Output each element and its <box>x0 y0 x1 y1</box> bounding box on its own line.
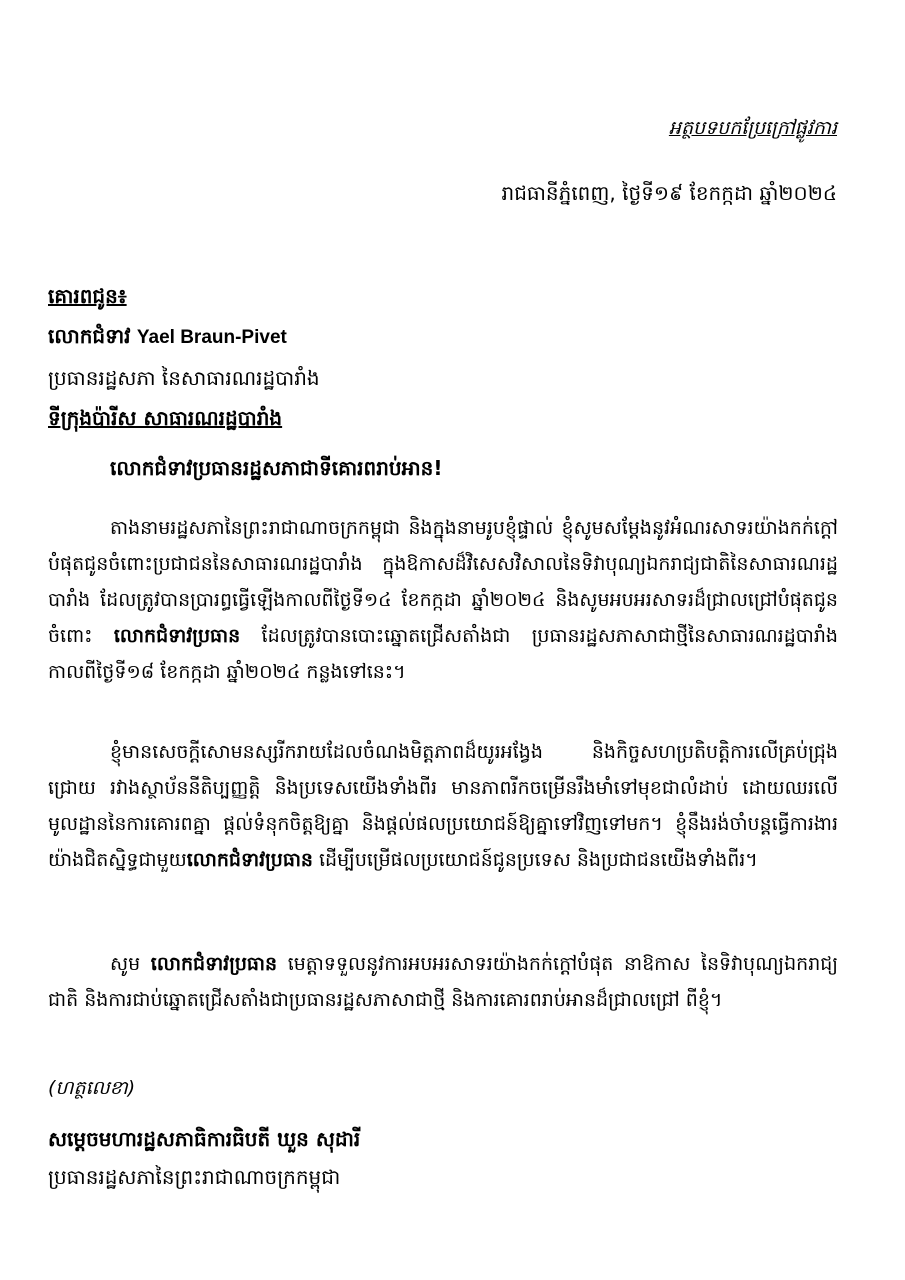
p2-text-a: ខ្ញុំមានសេចក្តីសោមនស្សរីករាយដែលចំណងមិត្តភាពដ៏យូរអង្វែង និងកិច្ចសហប្រតិបត្តិការលើគ្រប់ជ្រុងជ្រោយ រវាងស្ថាប័ននីតិប្បញ្ញត្តិ និងប្រទេសយើងទាំងពីរ មានភាពរីកចម្រើនរឹងមាំទៅមុខជាលំដាប់ ដោយឈរលើមូលដ្ឋាននៃការគោរពគ្នា ផ្តល់ទំនុកចិត្តឱ្យគ្នា និងផ្តល់ផលប្រយោជន៍ឱ្យគ្នាទៅវិញទៅមក។ ខ្ញុំនឹងរង់ចាំបន្តធ្វើការងារយ៉ាងជិតស្និទ្ធជាមួយ <box>48 741 838 871</box>
body-paragraph-1 <box>48 510 838 690</box>
body-paragraph-3 <box>48 946 838 1018</box>
recipient-honorific: លោកជំទាវ <box>48 324 131 348</box>
p1-text-b: ដែលត្រូវបានបោះឆ្នោតជ្រើសតាំងជា ប្រធានរដ្ឋសភាសាជាថ្មីនៃសាធារណរដ្ឋបារាំង កាលពីថ្ងៃទី១៨ ខែកក្កដា ឆ្នាំ២០២៤ កន្លងទៅនេះ។ <box>48 625 838 683</box>
recipient-block <box>48 276 848 438</box>
recipient-name: Yael Braun-Pivet <box>136 327 287 348</box>
body-paragraph-2 <box>48 734 838 878</box>
p1-text-bold: លោកជំទាវប្រធាន <box>113 625 241 647</box>
signer-title: ប្រធានរដ្ឋសភានៃព្រះរាជាណាចក្រកម្ពុជា <box>48 1165 341 1189</box>
p1-text-a: តាងនាមរដ្ឋសភានៃព្រះរាជាណាចក្រកម្ពុជា និងក្នុងនាមរូបខ្ញុំផ្ទាល់ ខ្ញុំសូមសម្តែងនូវអំណរសាទរយ៉ាងកក់ក្តៅបំផុតជូនចំពោះប្រជាជននៃសាធារណរដ្ឋបារាំង ក្នុងឱកាសដ៏វិសេសវិសាលនៃទិវាបុណ្យឯករាជ្យជាតិនៃសាធារណរដ្ឋបារាំង ដែលត្រូវបានប្រារព្ធធ្វើឡើងកាលពីថ្ងៃទី១៤ ខែកក្កដា ឆ្នាំ២០២៤ និងសូមអបអរសាទរដ៏ជ្រាលជ្រៅបំផុតជូនចំពោះ <box>48 517 838 647</box>
date-line: រាជធានីភ្នំពេញ, ថ្ងៃទី១៩ ខែកក្កដា ឆ្នាំ២០២៤ <box>501 181 837 205</box>
p2-text-bold: លោកជំទាវប្រធាន <box>186 849 313 871</box>
signature-placeholder: (ហត្ថលេខា) <box>48 1077 136 1099</box>
p2-text-b: ដើម្បីបម្រើផលប្រយោជន៍ជូនប្រទេស និងប្រជាជនយើងទាំងពីរ។ <box>312 849 758 871</box>
recipient-label: គោរពជូន៖ <box>48 284 127 308</box>
recipient-title: ប្រធានរដ្ឋសភា នៃសាធារណរដ្ឋបារាំង <box>48 366 320 390</box>
unofficial-translation-note: អត្ថបទបកប្រែក្រៅផ្លូវការ <box>668 117 837 139</box>
signer-name: សម្តេចមហារដ្ឋសភាធិការធិបតី ឃួន សុដារី <box>48 1127 361 1151</box>
p3-text-bold: លោកជំទាវប្រធាន <box>150 953 278 975</box>
p3-text-a: សូម <box>110 953 151 975</box>
recipient-name-line <box>48 316 848 358</box>
p3-text-b: មេត្តាទទួលនូវការអបអរសាទរយ៉ាងកក់ក្តៅបំផុត នាឱកាស នៃទិវាបុណ្យឯករាជ្យជាតិ និងការជាប់ឆ្នោតជ្រើសតាំងជាប្រធានរដ្ឋសភាសាជាថ្មី និងការគោរពរាប់អានដ៏ជ្រាលជ្រៅ ពីខ្ញុំ។ <box>48 953 838 1011</box>
recipient-location: ទីក្រុងប៉ារីស សាធារណរដ្ឋបារាំង <box>48 406 283 430</box>
salutation: លោកជំទាវប្រធានរដ្ឋសភាជាទីគោរពរាប់អាន! <box>110 456 443 480</box>
